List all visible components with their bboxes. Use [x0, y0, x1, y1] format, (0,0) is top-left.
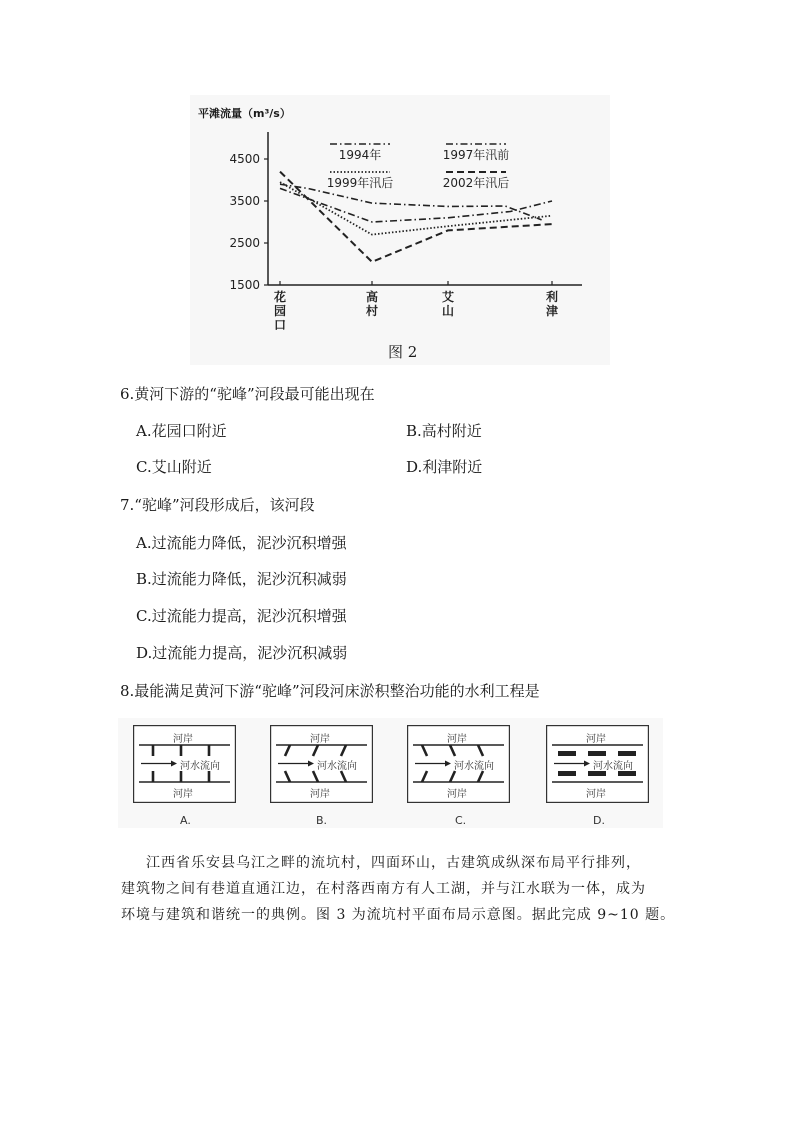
- question-8-stem: 8.最能满足黄河下游“驼峰”河段河床淤积整治功能的水利工程是: [120, 682, 540, 700]
- panel-b-bank-top: 河岸: [310, 734, 330, 745]
- panel-a-bank-top: 河岸: [173, 734, 193, 745]
- passage-line-3: 环境与建筑和谐统一的典例。图 3 为流坑村平面布局示意图。据此完成 9~10 题。: [121, 907, 676, 923]
- panel-c-bank-top: 河岸: [447, 734, 467, 745]
- q6-option-b[interactable]: B.高村附近: [406, 422, 482, 440]
- panel-c-bank-bottom: 河岸: [447, 789, 467, 800]
- panel-c-flow: 河水流向: [454, 761, 494, 772]
- passage-line-1: 江西省乐安县乌江之畔的流坑村，四面环山，古建筑成纵深布局平行排列，: [146, 855, 641, 871]
- q7-option-b[interactable]: B.过流能力降低，泥沙沉积减弱: [136, 570, 347, 588]
- panel-a-flow: 河水流向: [180, 761, 220, 772]
- passage-line-2: 建筑物之间有巷道直通江边，在村落西南方有人工湖，并与江水联为一体，成为: [121, 881, 646, 897]
- x-tick-label-2: 艾山: [441, 290, 455, 318]
- q7-option-c[interactable]: C.过流能力提高，泥沙沉积增强: [136, 607, 347, 625]
- y-tick-label-1500: 1500: [229, 278, 260, 292]
- panel-d-flow: 河水流向: [593, 761, 633, 772]
- panel-a-letter: A.: [180, 814, 191, 827]
- q7-option-d[interactable]: D.过流能力提高，泥沙沉积减弱: [136, 644, 348, 662]
- panel-b-flow: 河水流向: [317, 761, 357, 772]
- panel-d-bank-top: 河岸: [586, 734, 606, 745]
- question-6-stem: 6.黄河下游的“驼峰”河段最可能出现在: [120, 385, 375, 403]
- chart-ylabel: 平滩流量（m³/s）: [198, 107, 291, 120]
- panel-a-bank-bottom: 河岸: [173, 789, 193, 800]
- panel-b-bank-bottom: 河岸: [310, 789, 330, 800]
- q6-option-c[interactable]: C.艾山附近: [136, 458, 212, 476]
- q7-option-a[interactable]: A.过流能力降低，泥沙沉积增强: [136, 534, 347, 552]
- line-chart: [190, 120, 610, 360]
- x-tick-label-1: 高村: [365, 290, 379, 318]
- question-7-stem: 7.“驼峰”河段形成后，该河段: [120, 496, 315, 514]
- panel-b-letter: B.: [316, 814, 328, 827]
- y-tick-label-4500: 4500: [229, 152, 260, 166]
- legend-label-1: 1997年汛前: [442, 148, 510, 162]
- legend-label-3: 2002年汛后: [442, 176, 510, 190]
- y-tick-label-2500: 2500: [229, 236, 260, 250]
- y-tick-label-3500: 3500: [229, 194, 260, 208]
- q6-option-d[interactable]: D.利津附近: [406, 458, 483, 476]
- panel-b[interactable]: [270, 725, 373, 803]
- panel-c-letter: C.: [455, 814, 467, 827]
- series-line-3: [280, 172, 552, 262]
- panel-a[interactable]: [133, 725, 236, 803]
- legend-label-0: 1994年: [338, 148, 382, 162]
- panel-d[interactable]: [546, 725, 649, 803]
- q6-option-a[interactable]: A.花园口附近: [136, 422, 227, 440]
- panel-c[interactable]: [407, 725, 510, 803]
- x-tick-label-0: 花园口: [273, 290, 287, 332]
- panel-d-bank-bottom: 河岸: [586, 789, 606, 800]
- figure-caption: 图 2: [388, 343, 418, 361]
- legend-label-2: 1999年汛后: [326, 176, 394, 190]
- x-tick-label-3: 利津: [545, 290, 559, 318]
- panel-d-letter: D.: [593, 814, 605, 827]
